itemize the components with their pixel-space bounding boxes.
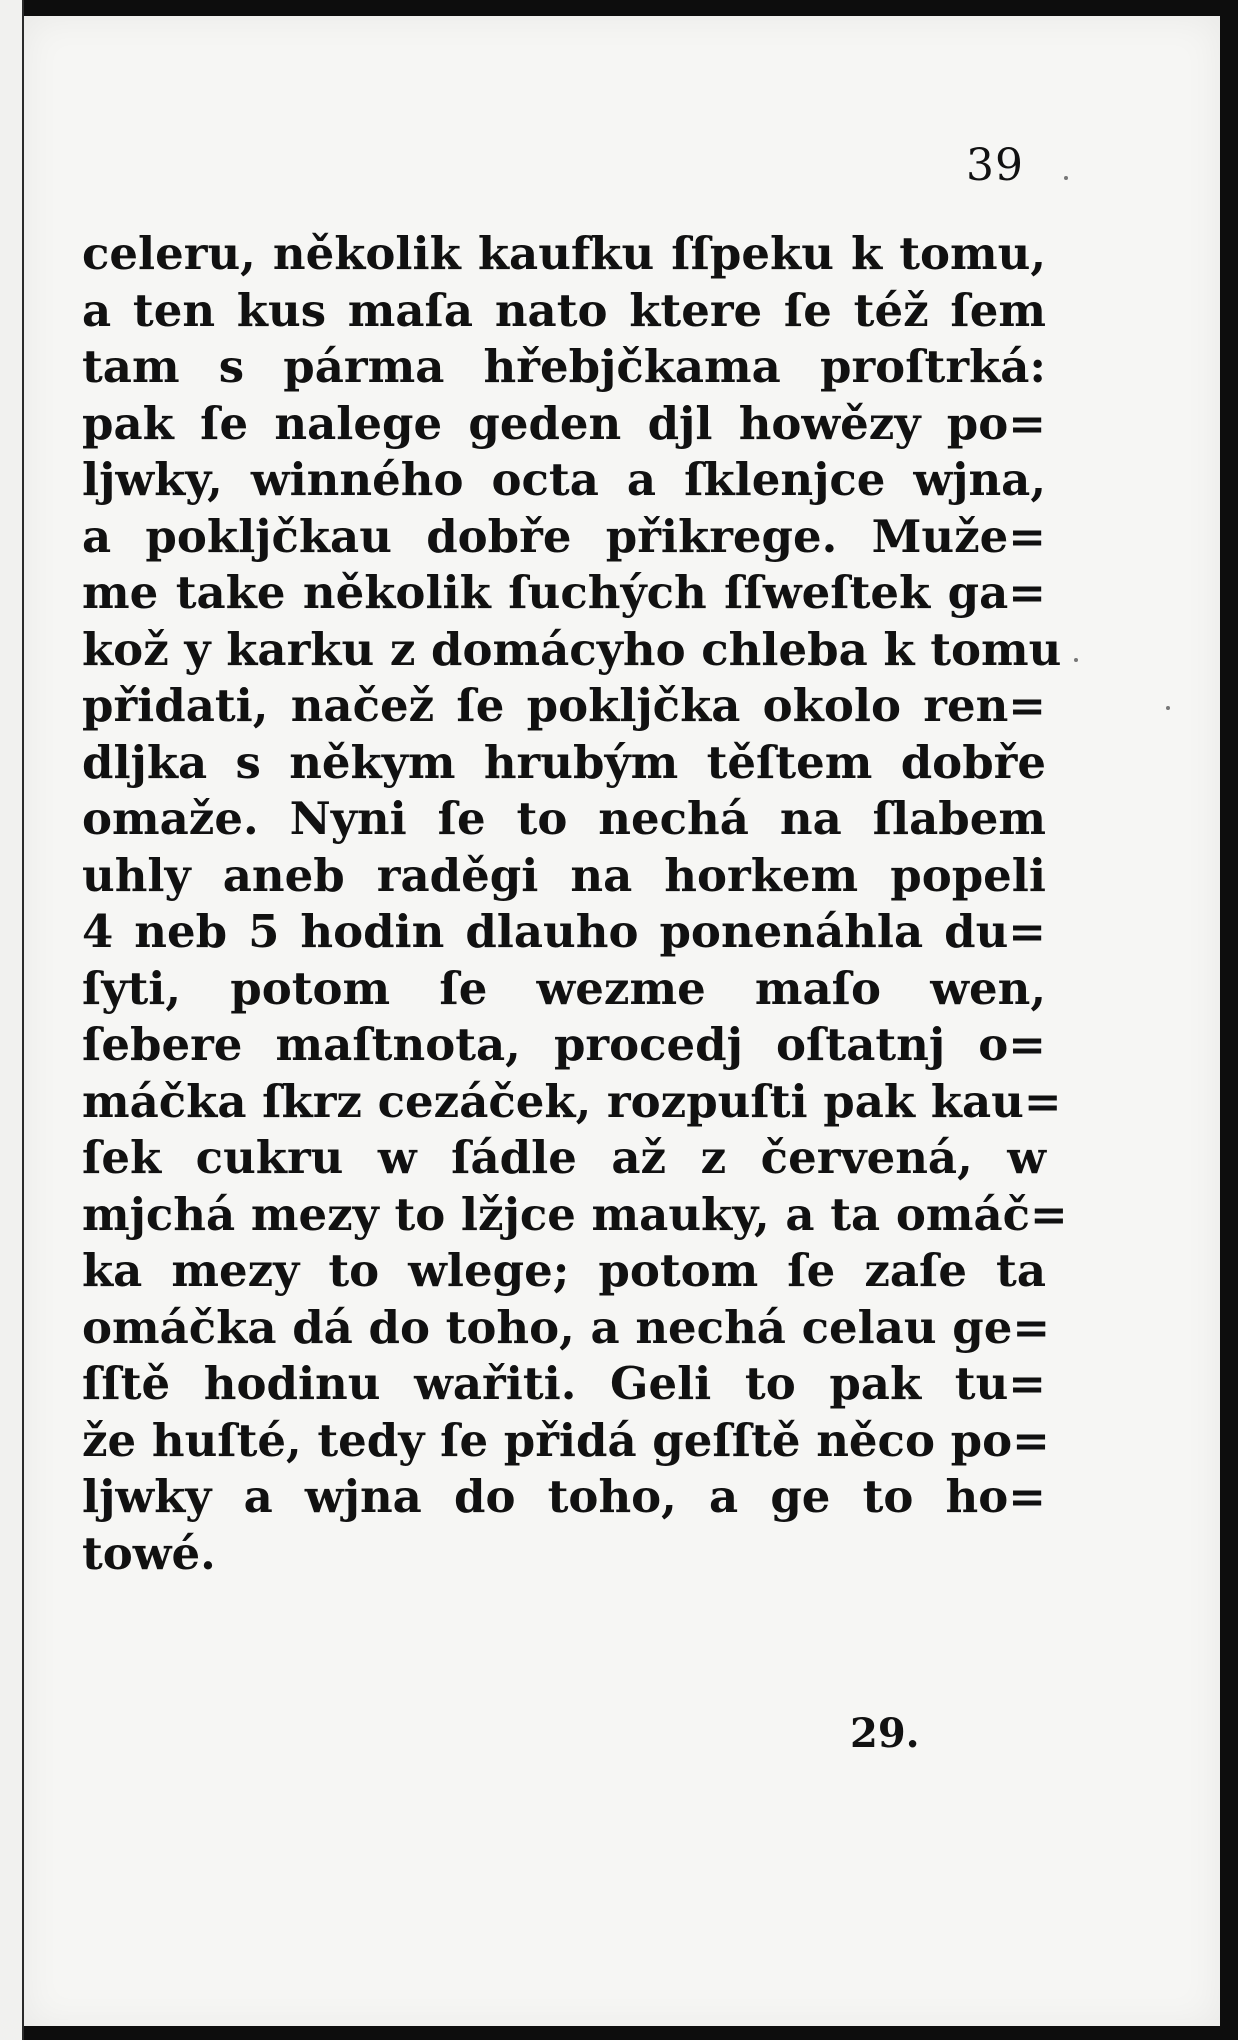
- previous-page-edge: [0, 0, 24, 2040]
- page-number: 39: [966, 140, 1024, 191]
- text-line: celeru, několik kaufku ſſpeku k tomu,: [82, 227, 1046, 280]
- text-line: a ten kus maſa nato ktere ſe též ſem: [82, 283, 1046, 337]
- text-line: uhly aneb raděgi na horkem popeli: [82, 848, 1046, 902]
- text-line: me take několik ſuchých ſſweſtek ga=: [82, 566, 1046, 619]
- text-line: dljka s někym hrubým těſtem dobře: [82, 735, 1046, 789]
- text-line: ljwky a wjna do toho, a ge to ho=: [82, 1470, 1046, 1523]
- text-line: omaže. Nyni ſe to nechá na ſlabem: [82, 792, 1046, 845]
- text-line: že huſté, tedy ſe přidá geſſtě něco po=: [82, 1413, 1050, 1467]
- text-line: pak ſe nalege geden djl howězy po=: [82, 396, 1046, 450]
- paper-speck: [1166, 706, 1170, 710]
- text-line: towé.: [82, 1526, 216, 1580]
- text-line: ſſtě hodinu wařiti. Geli to pak tu=: [82, 1357, 1046, 1410]
- text-line: kož y karku z domácyho chleba k tomu: [82, 622, 1062, 676]
- paper-speck: [1074, 658, 1078, 662]
- text-line: máčka ſkrz cezáček, rozpuſti pak kau=: [82, 1074, 1062, 1128]
- book-page: [24, 16, 1220, 2028]
- text-line: ſyti, potom ſe wezme maſo wen,: [82, 961, 1046, 1015]
- signature-mark: 29.: [850, 1710, 920, 1757]
- text-line: a poklјčkau dobře přikrege. Muže=: [82, 509, 1046, 563]
- text-line: ka mezy to wlege; potom ſe zaſe ta: [82, 1244, 1046, 1297]
- text-line: přidati, načež ſe poklјčka okolo ren=: [82, 679, 1046, 732]
- scan-bottom-edge: [24, 2026, 1220, 2040]
- paper-speck: [1064, 176, 1068, 180]
- text-line: omáčka dá do toho, a nechá celau ge=: [82, 1300, 1051, 1354]
- text-line: 4 neb 5 hodin dlauho ponenáhla du=: [82, 905, 1046, 958]
- text-line: ljwky, winného octa a ſklenjce wjna,: [82, 453, 1046, 506]
- text-line: ſebere maſtnota, procedj oſtatnj o=: [82, 1018, 1046, 1071]
- text-line: mjchá mezy to lžjce mauky, a ta omáč=: [82, 1187, 1068, 1241]
- text-line: ſek cukru w ſádle až z červená, w: [82, 1131, 1046, 1184]
- text-line: tam s párma hřebjčkama proſtrká:: [82, 340, 1046, 393]
- body-text: [82, 226, 1068, 1582]
